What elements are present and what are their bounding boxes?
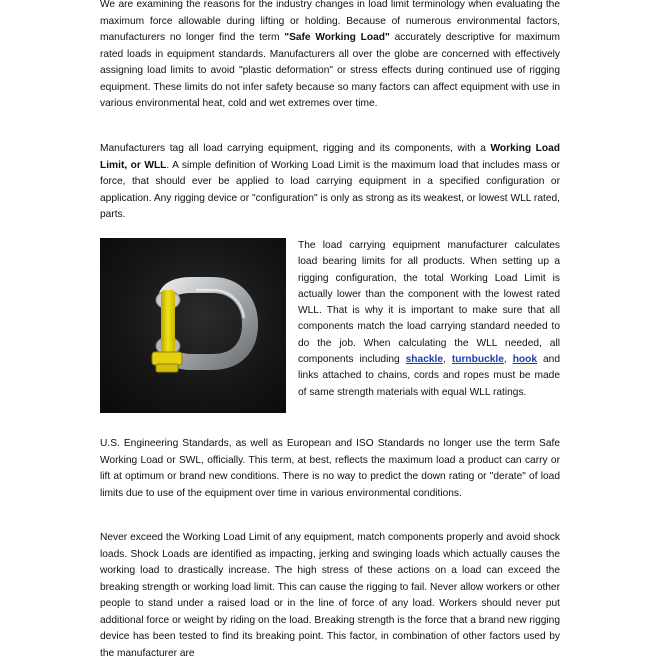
text: U.S. Engineering Standards, as well as European and ISO Standards no longer use the term Safe Working Load or SWL, officially. This term, at best, reflects the maximum load a product can carry or lift at optimum or brand new conditions. There is no way to predict the down rating or "derate" of load limits due to use of the equipment over time in various environmental conditions.: [100, 438, 560, 499]
image-with-text-block: [100, 238, 560, 418]
paragraph-manufacturer-calc: [298, 238, 560, 401]
shackle-photo: [100, 238, 286, 413]
text: ,: [443, 354, 452, 366]
text: Never exceed the Working Load Limit of any equipment, match components properly and avoid shock loads. Shock Loads are identified as impacting, jerking and swinging loads which actually causes the working load to drastically increase. The high stress of these actions on a load can exceed the breaking strength or working load limit. This can cause the rigging to fail. Never allow workers or other people to stand under a raised load or in the line of force of any load. Workers should never put additional force or weight by riding on the load. Breaking strength is the force that a brand new rigging device has been tested to find its breaking point. This factor, in combination of other factors used by the manufacturer are: [100, 532, 560, 659]
side-text-column: [298, 238, 560, 401]
bold-term-safe-working-load: "Safe Working Load": [284, 32, 390, 43]
text: accurately descriptive for maximum rated loads in equipment standards. Manufacturers all over the globe are concerned with effectively assigning load limits to avoid "plastic deformation" or stress effects during continued use of rigging equipment. These limits do not infer safety because so many factors can affect equipment with use in various environmental heat, cold and wet extremes over time.: [100, 32, 560, 109]
paragraph-shock-loads: [100, 530, 560, 662]
shackle-link[interactable]: shackle: [405, 354, 444, 366]
text: and links attached to chains, cords and ropes must be made of same strength materials with equal WLL ratings.: [298, 354, 561, 398]
text: The load carrying equipment manufacturer calculates load bearing limits for all products. When setting up a rigging configuration, the total Working Load Limit is actually lower than the component with the lowest rated WLL. That is why it is important to make sure that all components match the load carrying standard needed to do the job. When calculating the WLL needed, all components including: [298, 240, 560, 366]
text: . A simple definition of Working Load Limit is the maximum load that includes mass or force, that should ever be applied to load carrying equipment in a specified configuration or application. Any rigging device or "configuration" is only as strong as its weakest, or lowest WLL rated, parts.: [100, 159, 561, 220]
text: Manufacturers tag all load carrying equipment, rigging and its components, with a: [100, 143, 491, 154]
text: We are examining the reasons for the industry changes in load limit terminology when evaluating the maximum force allowable during lifting or holding. Because of numerous environmental factors, manufacturers no longer find the term: [100, 0, 560, 43]
text: ,: [503, 354, 513, 366]
hook-link[interactable]: hook: [512, 354, 538, 366]
bold-term-wll: Working Load Limit, or WLL: [100, 143, 560, 171]
turnbuckle-link[interactable]: turnbuckle: [451, 354, 504, 366]
shackle-illustration: [100, 238, 286, 413]
paragraph-standards: [100, 436, 560, 502]
paragraph-intro: [100, 0, 560, 113]
paragraph-wll-definition: [100, 141, 560, 224]
